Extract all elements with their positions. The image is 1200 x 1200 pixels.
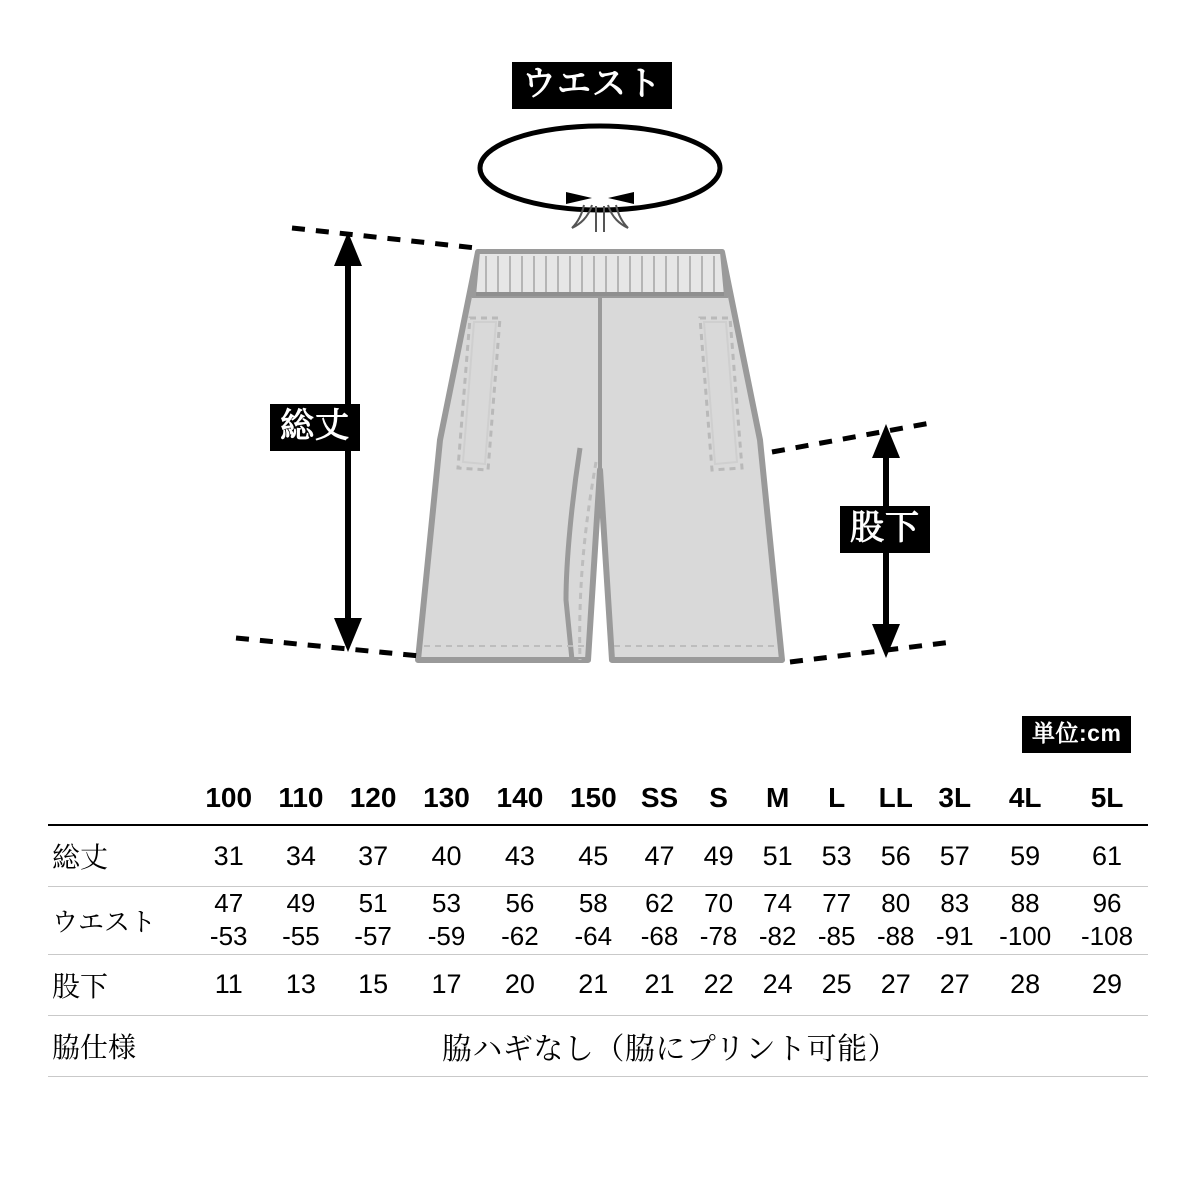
table-header-row	[48, 772, 1148, 825]
cell-inseam-110: 13	[265, 954, 336, 1015]
cell-total-length-110: 34	[265, 825, 336, 887]
cell-total-length-150: 45	[557, 825, 630, 887]
cell-inseam-ll: 27	[866, 954, 925, 1015]
size-header-ll: LL	[866, 772, 925, 825]
cell-waist-3l: 83 -91	[925, 887, 984, 955]
cell-waist-120: 51 -57	[336, 887, 409, 955]
size-header-5l: 5L	[1066, 772, 1148, 825]
cell-waist-4l: 88 -100	[984, 887, 1066, 955]
cell-waist-m: 74 -82	[748, 887, 807, 955]
size-header-s: S	[689, 772, 748, 825]
cell-total-length-4l: 59	[984, 825, 1066, 887]
size-header-4l: 4L	[984, 772, 1066, 825]
table-row-inseam	[48, 954, 1148, 1015]
cell-waist-140: 56 -62	[483, 887, 556, 955]
size-header-ss: SS	[630, 772, 689, 825]
cell-total-length-m: 51	[748, 825, 807, 887]
row-label-waist: ウエスト	[48, 887, 192, 955]
size-table	[48, 772, 1148, 1077]
cell-inseam-l: 25	[807, 954, 866, 1015]
size-header-140: 140	[483, 772, 556, 825]
size-header-150: 150	[557, 772, 630, 825]
cell-inseam-ss: 21	[630, 954, 689, 1015]
waist-arrow-icon	[566, 192, 634, 204]
row-label-side-spec: 脇仕様	[48, 1015, 192, 1076]
cell-total-length-l: 53	[807, 825, 866, 887]
table-row-total-length	[48, 825, 1148, 887]
cell-inseam-4l: 28	[984, 954, 1066, 1015]
unit-badge: 単位:cm	[1022, 716, 1131, 753]
cell-total-length-3l: 57	[925, 825, 984, 887]
label-total-length: 総丈	[270, 404, 360, 451]
row-label-total-length: 総丈	[48, 825, 192, 887]
cell-total-length-100: 31	[192, 825, 265, 887]
size-header-l: L	[807, 772, 866, 825]
cell-inseam-m: 24	[748, 954, 807, 1015]
header-corner	[48, 772, 192, 825]
size-header-120: 120	[336, 772, 409, 825]
cell-waist-130: 53 -59	[410, 887, 483, 955]
cell-total-length-120: 37	[336, 825, 409, 887]
cell-waist-5l: 96 -108	[1066, 887, 1148, 955]
cell-inseam-3l: 27	[925, 954, 984, 1015]
cell-total-length-130: 40	[410, 825, 483, 887]
table-row-waist	[48, 887, 1148, 955]
cell-inseam-130: 17	[410, 954, 483, 1015]
cell-total-length-140: 43	[483, 825, 556, 887]
size-header-130: 130	[410, 772, 483, 825]
cell-waist-100: 47 -53	[192, 887, 265, 955]
label-waist: ウエスト	[512, 62, 672, 109]
cell-side-spec-value: 脇ハギなし（脇にプリント可能）	[192, 1015, 1148, 1076]
label-inseam: 股下	[840, 506, 930, 553]
cell-waist-s: 70 -78	[689, 887, 748, 955]
table-row-side-spec	[48, 1015, 1148, 1076]
waist-ellipse-icon	[480, 126, 720, 210]
shorts-illustration-icon	[418, 205, 782, 660]
cell-waist-150: 58 -64	[557, 887, 630, 955]
cell-total-length-ss: 47	[630, 825, 689, 887]
size-header-m: M	[748, 772, 807, 825]
cell-inseam-120: 15	[336, 954, 409, 1015]
size-header-100: 100	[192, 772, 265, 825]
cell-waist-ss: 62 -68	[630, 887, 689, 955]
size-header-3l: 3L	[925, 772, 984, 825]
size-header-110: 110	[265, 772, 336, 825]
cell-inseam-140: 20	[483, 954, 556, 1015]
cell-inseam-s: 22	[689, 954, 748, 1015]
cell-inseam-100: 11	[192, 954, 265, 1015]
cell-waist-110: 49 -55	[265, 887, 336, 955]
cell-waist-ll: 80 -88	[866, 887, 925, 955]
cell-inseam-150: 21	[557, 954, 630, 1015]
cell-total-length-5l: 61	[1066, 825, 1148, 887]
cell-total-length-s: 49	[689, 825, 748, 887]
row-label-inseam: 股下	[48, 954, 192, 1015]
cell-waist-l: 77 -85	[807, 887, 866, 955]
cell-total-length-ll: 56	[866, 825, 925, 887]
cell-inseam-5l: 29	[1066, 954, 1148, 1015]
